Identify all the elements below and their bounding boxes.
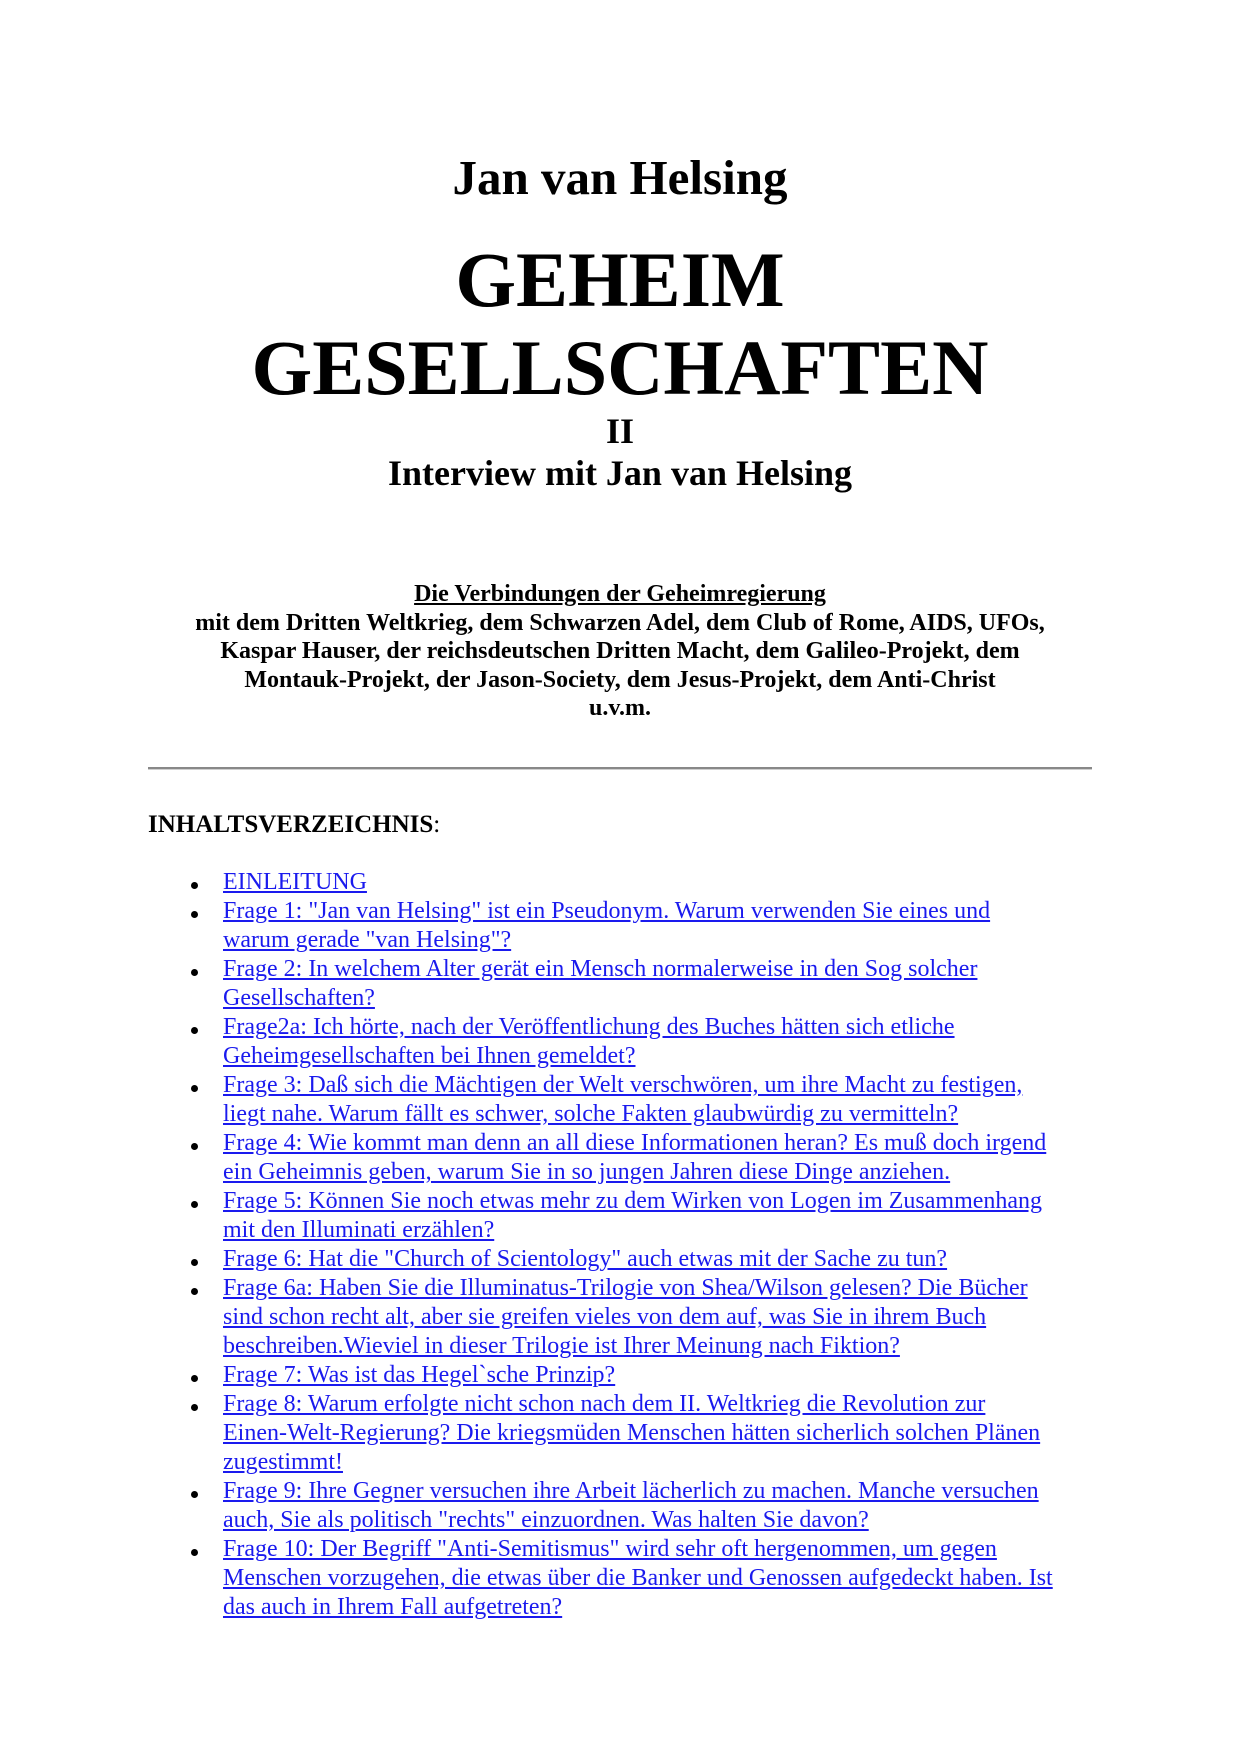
bullet-icon [191,1375,198,1382]
toc-link-line: Menschen vorzugehen, die etwas über die Banker und Genossen aufgedeckt haben. Ist [223,1565,1053,1591]
subtitle-line: mit dem Dritten Weltkrieg, dem Schwarzen Adel, dem Club of Rome, AIDS, UFOs, [195,609,1045,636]
subtitle-line: Montauk-Projekt, der Jason-Society, dem Jesus-Projekt, dem Anti-Christ [244,666,996,693]
toc-item [148,1187,1108,1245]
toc-link[interactable] [223,1013,1108,1071]
toc-link-line: Frage 1: "Jan van Helsing" ist ein Pseudonym. Warum verwenden Sie eines und [223,898,991,924]
bullet-icon [191,1549,198,1556]
book-title [0,236,1240,412]
toc-link[interactable] [223,955,1108,1013]
toc-heading [148,810,440,840]
bullet-icon [191,969,198,976]
author-name: Jan van Helsing [452,150,788,205]
book-title-line-1: GEHEIM [455,236,785,323]
toc-link-line: Frage 3: Daß sich die Mächtigen der Welt verschwören, um ihre Macht zu festigen, [223,1072,1023,1098]
toc-link[interactable] [223,1361,1108,1390]
bullet-icon [191,1143,198,1150]
toc-item [148,1129,1108,1187]
bullet-icon [191,1027,198,1034]
toc-link[interactable] [223,1535,1108,1622]
toc-item [148,1013,1108,1071]
toc-link-line: Frage 6: Hat die "Church of Scientology" auch etwas mit der Sache zu tun? [223,1246,948,1272]
toc-link[interactable] [223,1245,1108,1274]
toc-list [148,868,1108,1622]
toc-item [148,1274,1108,1361]
toc-link-line: auch, Sie als politisch "rechts" einzuordnen. Was halten Sie davon? [223,1507,869,1533]
subtitle-block [150,580,1090,723]
toc-link[interactable] [223,1477,1108,1535]
bullet-icon [191,1201,198,1208]
toc-link-line: zugestimmt! [223,1449,343,1475]
toc-link-line: EINLEITUNG [223,869,367,895]
subtitle-line: u.v.m. [588,695,651,721]
toc-link-line: warum gerade "van Helsing"? [223,927,512,953]
toc-item [148,1535,1108,1622]
toc-link[interactable] [223,1071,1108,1129]
toc-item [148,868,1108,897]
subtitle-heading: Die Verbindungen der Geheimregierung [414,581,826,607]
toc-link-line: Frage 6a: Haben Sie die Illuminatus-Trilogie von Shea/Wilson gelesen? Die Bücher [223,1275,1028,1301]
toc-heading-label: INHALTSVERZEICHNIS [148,811,434,838]
subtitle-line: Kaspar Hauser, der reichsdeutschen Dritten Macht, dem Galileo-Projekt, dem [220,638,1020,664]
bullet-icon [191,1259,198,1266]
toc-link-line: Frage2a: Ich hörte, nach der Veröffentlichung des Buches hätten sich etliche [223,1014,955,1040]
toc-link-line: mit den Illuminati erzählen? [223,1217,495,1243]
toc-link[interactable] [223,1129,1108,1187]
toc-item [148,955,1108,1013]
bullet-icon [191,911,198,918]
toc-item [148,1477,1108,1535]
toc-link-line: Geheimgesellschaften bei Ihnen gemeldet? [223,1043,636,1069]
bullet-icon [191,1085,198,1092]
toc-link-line: Gesellschaften? [223,985,375,1011]
toc-link[interactable] [223,897,1108,955]
horizontal-divider [148,767,1092,770]
toc-link[interactable] [223,1274,1108,1361]
toc-item [148,1245,1108,1274]
toc-link[interactable] [223,868,1108,897]
toc-link-line: ein Geheimnis geben, warum Sie in so jungen Jahren diese Dinge anziehen. [223,1159,951,1185]
toc-link-line: Frage 9: Ihre Gegner versuchen ihre Arbeit lächerlich zu machen. Manche versuchen [223,1478,1039,1504]
bullet-icon [191,882,198,889]
toc-link-line: Frage 4: Wie kommt man denn an all diese Informationen heran? Es muß doch irgend [223,1130,1047,1156]
book-title-line-2: GESELLSCHAFTEN [251,324,989,411]
toc-link-line: beschreiben.Wieviel in dieser Trilogie ist Ihrer Meinung nach Fiktion? [223,1333,900,1359]
toc-link-line: liegt nahe. Warum fällt es schwer, solche Fakten glaubwürdig zu vermitteln? [223,1101,959,1127]
toc-item [148,897,1108,955]
bullet-icon [191,1404,198,1411]
toc-link-line: Frage 8: Warum erfolgte nicht schon nach dem II. Weltkrieg die Revolution zur [223,1391,986,1417]
toc-item [148,1361,1108,1390]
toc-link[interactable] [223,1390,1108,1477]
toc-heading-colon: : [433,811,441,838]
interview-subtitle: Interview mit Jan van Helsing [388,453,852,493]
bullet-icon [191,1288,198,1295]
toc-link-line: Einen-Welt-Regierung? Die kriegsmüden Menschen hätten sicherlich solchen Plänen [223,1420,1041,1446]
toc-link-line: das auch in Ihrem Fall aufgetreten? [223,1594,563,1620]
toc-link-line: sind schon recht alt, aber sie greifen vieles von dem auf, was Sie in ihrem Buch [223,1304,987,1330]
toc-link-line: Frage 7: Was ist das Hegel`sche Prinzip? [223,1362,616,1388]
toc-link-line: Frage 5: Können Sie noch etwas mehr zu dem Wirken von Logen im Zusammenhang [223,1188,1043,1214]
toc-link[interactable] [223,1187,1108,1245]
toc-link-line: Frage 10: Der Begriff "Anti-Semitismus" wird sehr oft hergenommen, um gegen [223,1536,997,1562]
toc-item [148,1390,1108,1477]
bullet-icon [191,1491,198,1498]
toc-item [148,1071,1108,1129]
volume-number: II [605,411,635,451]
toc-link-line: Frage 2: In welchem Alter gerät ein Mensch normalerweise in den Sog solcher [223,956,978,982]
